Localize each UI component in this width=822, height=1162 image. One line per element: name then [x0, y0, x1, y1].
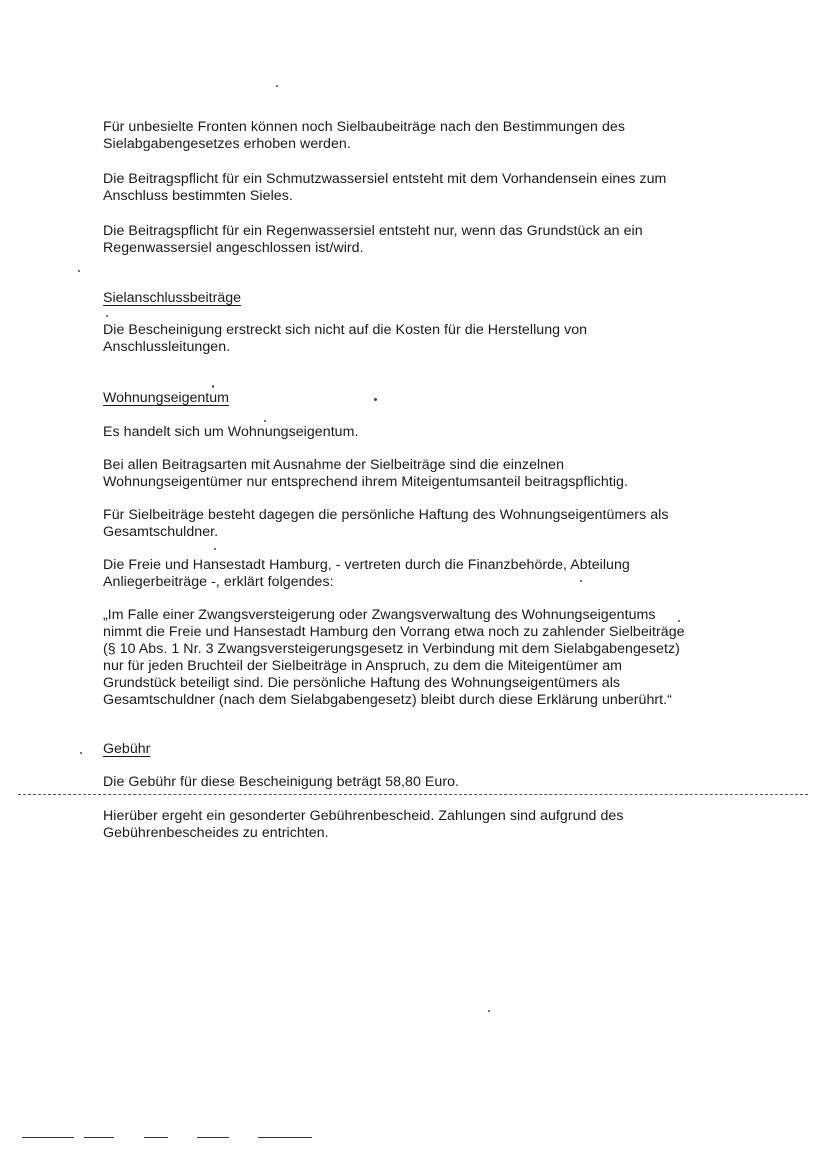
- scan-speck: [276, 85, 278, 87]
- scan-speck: [106, 315, 108, 317]
- scan-speck: [214, 548, 216, 550]
- footer-line-segment: [258, 1137, 312, 1138]
- scan-dash-line: [18, 794, 808, 795]
- paragraph-erklaerung-quote: „Im Falle einer Zwangsversteigerung oder Zwangsverwaltung des Wohnungseigentums nimmt die Freie und Hansestadt Hamburg den Vorrang etwa noch zu zahlender Sielbeiträge (§ 10 Abs. 1 Nr. 3 Zwangsversteigerungsgesetz in Verbindung mit dem Sielabgabengesetz) nur für jeden Bruchteil der Sielbeiträge in Anspruch, zu dem die Miteigentümer am Grundstück beteiligt sind. Die persönliche Haftung des Wohnungseigentümers als Gesamtschuldner (nach dem Sielabgabengesetz) bleibt durch diese Erklärung unberührt.“: [103, 607, 685, 708]
- scan-speck: [80, 752, 82, 754]
- footer-line-segment: [144, 1137, 168, 1138]
- paragraph-schmutzwassersiel: Die Beitragspflicht für ein Schmutzwassersiel entsteht mit dem Vorhandensein eines zum Anschluss bestimmten Sieles.: [103, 171, 667, 204]
- scan-speck: [678, 620, 680, 622]
- heading-sielanschlussbeitraege: Sielanschlussbeiträge: [103, 290, 242, 306]
- paragraph-beitragsarten: Bei allen Beitragsarten mit Ausnahme der Sielbeiträge sind die einzelnen Wohnungseigentümer nur entsprechend ihrem Miteigentumsanteil beitragspflichtig.: [103, 457, 628, 490]
- scan-speck: [488, 1010, 490, 1012]
- paragraph-regenwassersiel: Die Beitragspflicht für ein Regenwassersiel entsteht nur, wenn das Grundstück an ein Regenwassersiel angeschlossen ist/wird.: [103, 223, 643, 256]
- footer-line-segment: [197, 1137, 229, 1138]
- paragraph-haftung: Für Sielbeiträge besteht dagegen die persönliche Haftung des Wohnungseigentümers als Gesamtschuldner.: [103, 507, 669, 540]
- paragraph-anschlussleitungen: Die Bescheinigung erstreckt sich nicht auf die Kosten für die Herstellung von Anschlussleitungen.: [103, 322, 588, 355]
- paragraph-wohnungseigentum-statement: Es handelt sich um Wohnungseigentum.: [103, 424, 359, 440]
- paragraph-sielbaubeitraege: Für unbesielte Fronten können noch Sielbaubeiträge nach den Bestimmungen des Sielabgabengesetzes erhoben werden.: [103, 119, 625, 152]
- scan-speck: [78, 270, 80, 272]
- scan-speck: [264, 420, 266, 422]
- footer-line-segment: [22, 1137, 74, 1138]
- footer-line-segment: [84, 1137, 114, 1138]
- paragraph-gebuehrenbescheid: Hierüber ergeht ein gesonderter Gebührenbescheid. Zahlungen sind aufgrund des Gebührenbescheides zu entrichten.: [103, 808, 624, 841]
- scan-speck: [374, 398, 377, 401]
- paragraph-gebuehr-betrag: Die Gebühr für diese Bescheinigung beträgt 58,80 Euro.: [103, 774, 460, 790]
- heading-wohnungseigentum: Wohnungseigentum: [103, 390, 229, 406]
- heading-gebuehr: Gebühr: [103, 741, 151, 757]
- scan-speck: [580, 580, 582, 582]
- paragraph-erklaerung-intro: Die Freie und Hansestadt Hamburg, - vertreten durch die Finanzbehörde, Abteilung Anliegerbeiträge -, erklärt folgendes:: [103, 557, 630, 590]
- scan-speck: [212, 385, 214, 388]
